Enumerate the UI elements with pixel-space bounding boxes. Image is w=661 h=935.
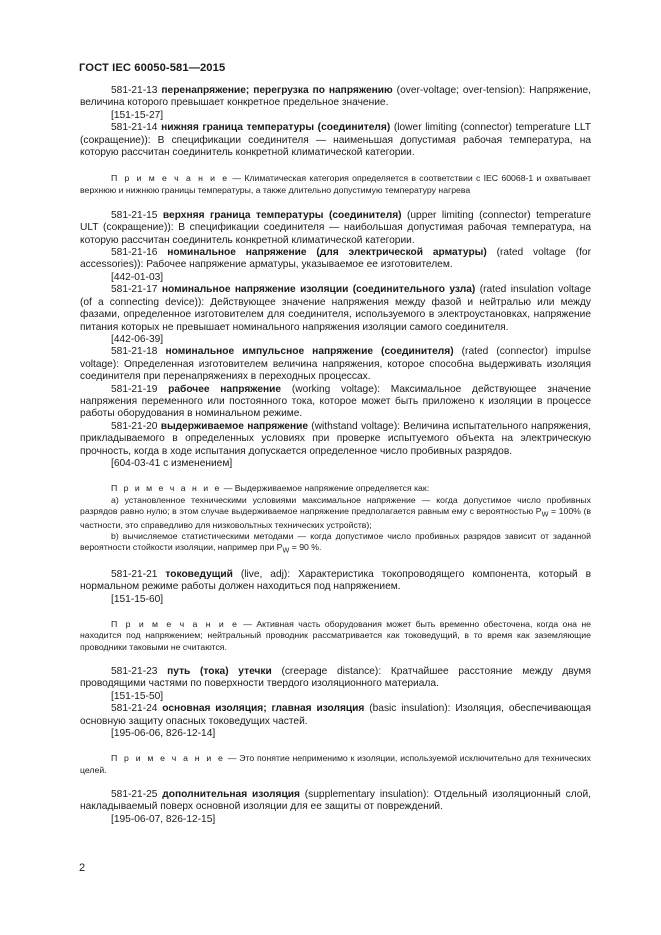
term: основная изоляция; главная изоляция [162,703,365,715]
entry-581-21-16: 581-21-16 номинальное напряжение (для электрической арматуры) (rated voltage (for accessories)): Рабочее напряжение арматуры, указываемое ее изготовителем. [80,247,591,271]
entry-581-21-24: 581-21-24 основная изоляция; главная изоляция (basic insulation): Изоляция, обеспечивающая основную защиту опасных токоведущих частей. [80,703,591,727]
term: рабочее напряжение [168,383,282,395]
term: верхняя граница температуры (соединителя) [162,209,402,221]
note: П р и м е ч а н и е — Выдерживаемое напряжение определяется как: [111,483,430,494]
term: путь (тока) утечки [167,665,272,677]
reference: [151-15-60] [111,593,164,605]
entry-581-21-17: 581-21-17 номинальное напряжение изоляции (соединительного узла) (rated insulation voltage (of a connecting device)): Действующее значение напряжения между фазой и нейтралью или между фазами, определенное изготовителем для соединителя, используемого в электроустановках, напряжение питания которых не превышает номинального напряжения изоляции самого соединителя. [80,284,591,333]
entry-581-21-15: 581-21-15 верхняя граница температуры (соединителя) (upper limiting (connector) temperature ULT (сокращение)): В спецификации соединителя — наибольшая допустимая рабочая температура, на которую рассчитан соединитель конкретной климатической категории. [80,209,591,246]
term: перенапряжение; перегрузка по напряжению [161,85,393,96]
note: П р и м е ч а н и е — Климатическая категория определяется в соответствии с IEC 60068-1 и охватывает верхнюю и нижнюю границы температуры, а также длительно допустимую температуру нагрева [80,173,591,195]
term: токоведущий [165,569,233,581]
note-label: П р и м е ч а н и е [111,173,230,184]
reference: [604-03-41 с изменением] [111,457,233,469]
reference: [442-06-39] [111,333,164,345]
note-label: П р и м е ч а н и е [111,753,225,764]
note-item-a: a) установленное техническими условиями максимальное напряжение — когда допустимое число пробивных разрядов равно нулю; в этом случае выдерживаемое напряжение предполагается равным ему с вероятностью $P_W = 100\%$ (в частности, это справедливо для низковольтных технических устройств); [80,494,591,530]
document-body [80,85,591,826]
term: дополнительная изоляция [162,788,300,800]
reference: [442-01-03] [111,271,164,283]
entry-581-21-25: 581-21-25 дополнительная изоляция (supplementary insulation): Отдельный изоляционный слой, накладываемый поверх основной изоляции для ее защиты от повреждений. [80,788,591,813]
term: номинальное напряжение (для электрической арматуры) [167,247,487,259]
entry-581-21-21: 581-21-21 токоведущий (live, adj): Характеристика токопроводящего компонента, который в нормальном режиме работы должен находиться под напряжением. [80,569,591,593]
term: выдерживаемое напряжение [160,420,309,432]
term: номинальное импульсное напряжение (соединителя) [165,346,454,358]
reference: [195-06-07, 826-12-15] [111,813,216,825]
document-header: ГОСТ IEC 60050-581—2015 [79,62,226,74]
term: номинальное напряжение изоляции (соединительного узла) [161,284,476,296]
note-item-b: b) вычисляемое статистическими методами — когда допустимое число пробивных разрядов зависит от заданной вероятности стойкости изоляции, например при $P_W = 90$ %. [80,530,591,555]
entry-581-21-19: 581-21-19 рабочее напряжение (working voltage): Максимальное действующее значение напряжения переменного или постоянного тока, которое может быть приложено к изоляции в процессе работы оборудования в номинальном режиме. [80,383,591,420]
note: П р и м е ч а н и е — Активная часть оборудования может быть временно обесточена, когда она не находится под напряжением; нейтральный проводник рассматривается как токоведущий, в то время как заземляющие проводники таковыми не считаются. [80,619,592,652]
entry-581-21-14: 581-21-14 нижняя граница температуры (соединителя) (lower limiting (connector) temperature LLT (сокращение)): В спецификации соединителя — наименьшая допустимая рабочая температура, на которую рассчитан соединитель конкретной климатической категории. [80,122,592,159]
entry-581-21-23: 581-21-23 путь (тока) утечки (creepage distance): Кратчайшее расстояние между двумя проводящими частями по поверхности твердого изоляционного материала. [80,665,591,690]
note-label: П р и м е ч а н и е [111,483,222,494]
reference: [151-15-27] [111,109,164,121]
note: П р и м е ч а н и е — Это понятие неприменимо к изоляции, используемой исключительно для технических целей. [80,753,592,775]
reference: [195-06-06, 826-12-14] [111,727,216,739]
reference: [151-15-50] [111,690,164,702]
note-label: П р и м е ч а н и е [111,619,239,630]
page-number: 2 [79,862,86,874]
term: нижняя граница температуры (соединителя) [161,122,391,134]
entry-581-21-20: 581-21-20 выдерживаемое напряжение (withstand voltage): Величина испытательного напряжения, прикладываемого в определенных условиях при проверке испытуемого объекта на электрическую прочность, когда в ходе испытания допускается определенное число пробивных разрядов. [80,420,592,457]
entry-581-21-18: 581-21-18 номинальное импульсное напряжение (соединителя) (rated (connector) impulse voltage): Определенная изготовителем величина напряжения, которое способна выдерживать изоляция соединителя при перенапряжениях в переходных процессах. [80,346,591,383]
entry-581-21-13: 581-21-13 перенапряжение; перегрузка по напряжению (over-voltage; over-tension): Напряжение, величина которого превышает конкретное предельное значение. [80,85,591,109]
